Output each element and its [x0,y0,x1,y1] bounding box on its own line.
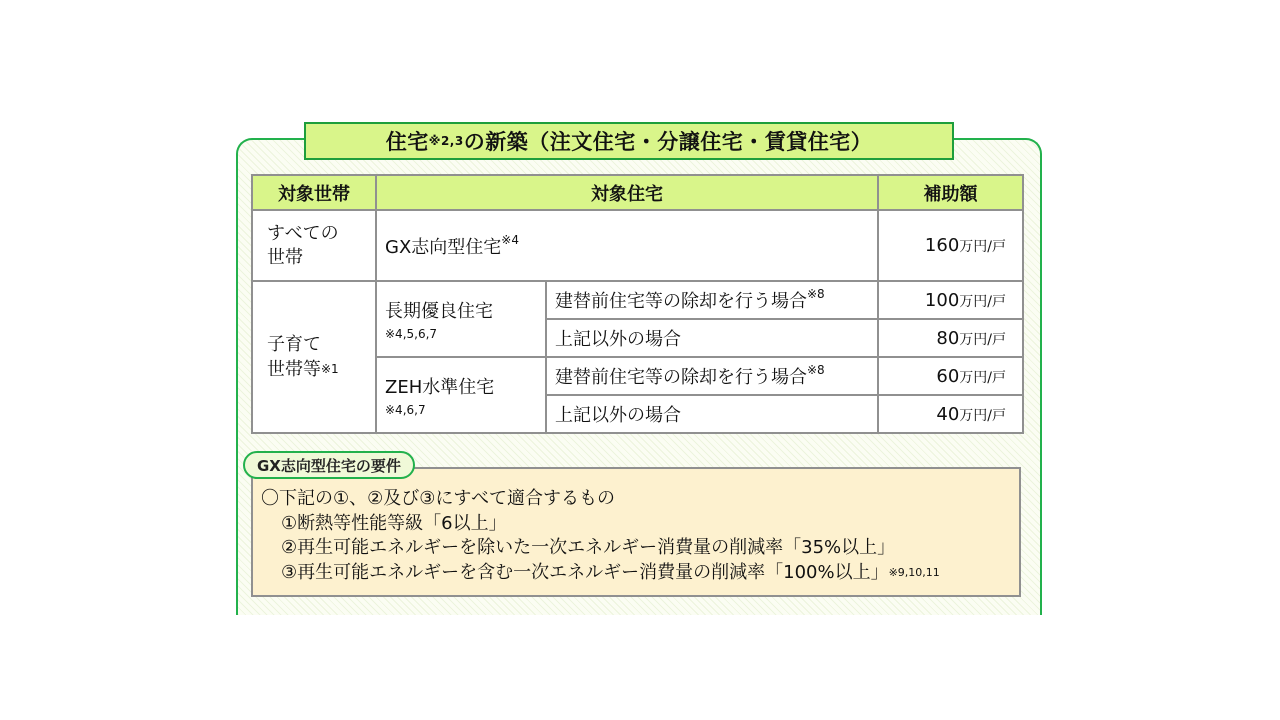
household-family-cell [252,281,376,433]
house-zeh-cell [376,357,546,433]
page-title [304,122,954,160]
amount-cell [878,357,1023,395]
zeh-amount2-unit: 万円/戸 [959,407,1006,424]
requirement-item: ②再生可能エネルギーを除いた一次エネルギー消費量の削減率「35%以上」 [281,537,896,558]
house-gx-cell [376,210,878,281]
title-note: ※2,3 [428,134,464,148]
condition-cell [546,395,878,433]
requirement-item-3-note: ※9,10,11 [888,565,940,579]
house-zeh-note: ※4,6,7 [385,403,426,417]
house-gx-note: ※4 [501,232,519,247]
long-term-amount2-unit: 万円/戸 [959,331,1006,348]
header-target-house: 対象住宅 [376,175,878,210]
amount-cell [878,281,1023,319]
household-all-line1: すべての [267,222,339,244]
house-long-term-cell [376,281,546,357]
amount-gx-cell [878,210,1023,281]
requirements-label: GX志向型住宅の要件 [243,451,415,479]
long-term-amount1: 100 [924,289,960,311]
zeh-cond1-note: ※8 [807,363,825,377]
header-subsidy-amount: 補助額 [878,175,1023,210]
condition-cell [546,281,878,319]
requirement-item-3-text: ③再生可能エネルギーを含む一次エネルギー消費量の削減率「100%以上」 [281,561,889,583]
household-all-cell [252,210,376,281]
requirements-box [251,467,1021,597]
requirement-item: ①断熱等性能等級「6以上」 [281,512,507,534]
house-gx-name: GX志向型住宅 [385,236,502,258]
household-family-line2: 世帯等 [267,359,321,380]
zeh-cond1: 建替前住宅等の除却を行う場合 [555,367,807,388]
zeh-amount1-unit: 万円/戸 [959,369,1006,386]
table-row [252,210,1023,281]
long-term-cond2: 上記以外の場合 [555,329,681,350]
amount-gx-unit: 万円/戸 [959,239,1006,255]
household-family-note: ※1 [321,362,339,376]
amount-cell [878,395,1023,433]
amount-cell [878,319,1023,357]
household-family-line1: 子育て [267,334,321,355]
zeh-cond2: 上記以外の場合 [555,405,681,426]
table-row [252,281,1023,319]
condition-cell [546,319,878,357]
house-long-term-note: ※4,5,6,7 [385,327,438,341]
amount-gx-value: 160 [924,235,960,256]
table-header-row [252,175,1023,210]
requirements-intro: 〇下記の①、②及び③にすべて適合するもの [261,488,616,509]
header-target-household: 対象世帯 [252,175,376,210]
long-term-amount2: 80 [936,327,960,349]
condition-cell [546,357,878,395]
title-main: 住宅 [385,130,429,154]
house-long-term-name: 長期優良住宅 [385,301,493,322]
long-term-cond1: 建替前住宅等の除却を行う場合 [555,291,807,312]
zeh-amount1: 60 [936,365,960,387]
requirement-item-3 [261,561,1019,586]
subsidy-table [251,174,1024,434]
zeh-amount2: 40 [936,403,960,425]
house-zeh-name: ZEH水準住宅 [385,377,495,398]
household-all-line2: 世帯 [267,246,303,268]
long-term-cond1-note: ※8 [807,287,825,301]
title-rest: の新築（注文住宅・分譲住宅・賃貸住宅） [463,130,873,154]
long-term-amount1-unit: 万円/戸 [959,293,1006,310]
